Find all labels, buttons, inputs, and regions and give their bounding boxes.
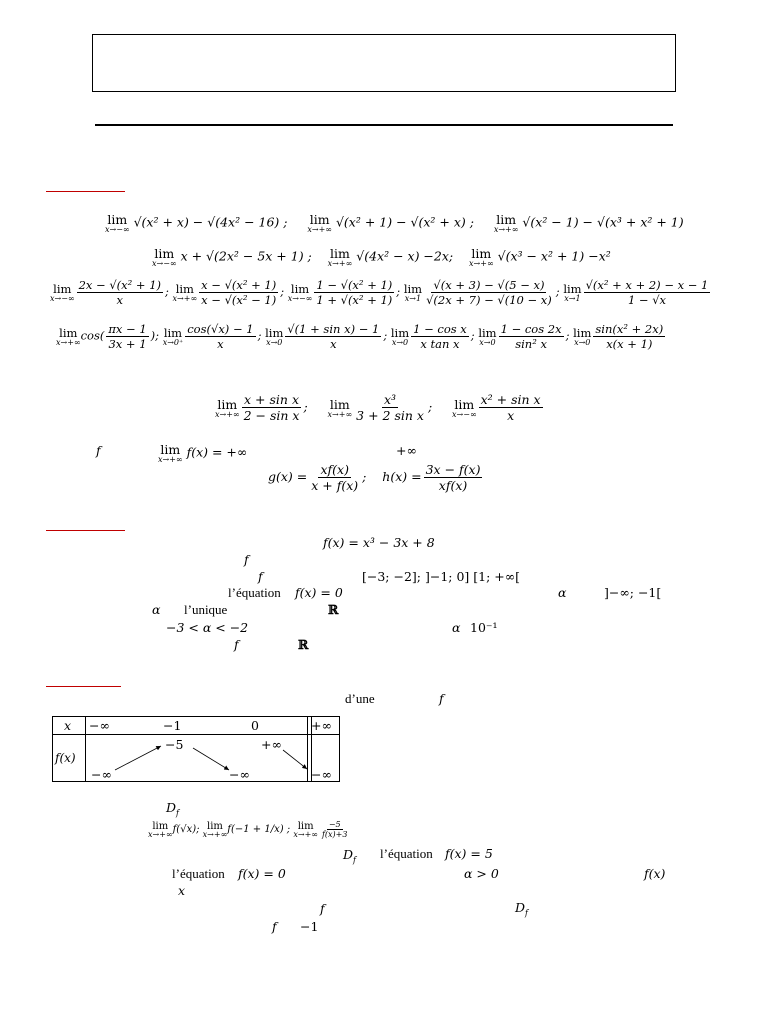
table-f-pos-inf: +∞ (261, 737, 282, 752)
exercise-1-heading-underline (46, 191, 125, 192)
limit-row-4: lim x→+∞ cos( $\frac{\pi x - 1}{3x + 1}$ ); lim x→0⁺ $\frac{\cos(√x) - 1}{x}$ ; lim x→0 $\frac{\text{√(1 + sin x) − 1}}{x}$ ; lim x→0 $\frac{\text{1 − cos x}}{\text{x tan x}}$ ; lim x→0 $\frac{1 - \cos 2x}{\text{sin² x}}$ ; lim x→0 $\frac{\text{sin(x² + 2x)}}{x(x + 1)}$ (56, 322, 664, 351)
ex3-q6-f: f (272, 919, 277, 934)
ex3-q3-domain: $D_f$ (343, 847, 356, 865)
table-x-minus-one: −1 (163, 718, 182, 733)
title-frame (92, 34, 676, 92)
ex3-q4-x: x (178, 883, 186, 898)
limit-row-2: lim x→−∞ x + √(2x² − 5x + 1) ; lim x→+∞ √(4x² − x) −2x; lim x→+∞ √(x³ − x² + 1) −x² (152, 246, 611, 268)
limit-row-5: lim x→+∞ $\frac{\text{x + sin x}}{\text{2 − sin x}}$ ; lim x→+∞ $\frac{\text{x³}}{\text{3 + 2 sin x}}$ ; lim x→−∞ $\frac{\text{x² + sin x}}{x}$ (215, 392, 541, 423)
table-x-label: x (64, 718, 72, 733)
exercise-3-heading-underline (46, 686, 121, 687)
f-definition: f(x) = x³ − 3x + 8 (323, 535, 435, 550)
ex2-alpha-bounds: −3 < α < −2 (166, 620, 249, 635)
limit-f-statement: lim x→+∞ f(x) = +∞ (158, 442, 248, 464)
table-x-pos-inf: +∞ (311, 718, 332, 733)
ex2-reals: ℝ (328, 602, 339, 617)
g-h-definitions: g(x) = $\frac{xf(x)}{x + f(x)}$ ; h(x) = $\frac{3x - f(x)}{xf(x)}$ (268, 462, 481, 493)
table-f-neg-inf-left: −∞ (91, 767, 112, 782)
header-rule (95, 124, 673, 126)
ex2-interval-neg: ]−∞; −1[ (604, 585, 662, 600)
table-x-zero: 0 (251, 718, 259, 733)
ex3-q4-equation: f(x) = 0 (238, 866, 286, 881)
limit-row-1: lim x→−∞ √(x² + x) − √(4x² − 16) ; lim x→+∞ √(x² + 1) − √(x² + x) ; lim x→+∞ √(x² − 1) − √(x³ + x² + 1) (105, 212, 684, 234)
exercise-2-heading-underline (46, 530, 125, 531)
table-x-neg-inf: −∞ (89, 718, 110, 733)
ex2-equation-text: l’équation (228, 585, 281, 600)
ex3-q4-equation-text: l’équation (172, 866, 225, 881)
ex2-q1-f: f (244, 552, 249, 567)
ex3-q6-minus-one: −1 (300, 919, 319, 934)
ex3-intro-text: d’une (345, 691, 375, 706)
ex3-q3-equation: f(x) = 5 (445, 846, 493, 861)
ex3-q4-alpha: α > 0 (464, 866, 499, 881)
ex3-q1-domain: $D_f$ (166, 800, 179, 818)
ex2-alpha-2: α (152, 602, 161, 617)
ex2-precision: 10⁻¹ (470, 620, 498, 635)
variation-table (52, 716, 340, 782)
ex2-q4-f: f (234, 637, 239, 652)
ex3-q3-equation-text: l’équation (380, 846, 433, 861)
table-f-neg-inf-mid: −∞ (229, 767, 250, 782)
table-fx-label: f(x) (55, 751, 76, 765)
ex3-q2-limits: lim x→+∞ f(√x); lim x→+∞ f(−1 + 1/x) ; lim x→+∞ $\frac{-5}{f(x)+3}$ (148, 820, 348, 839)
ex2-unique-text: l’unique (184, 602, 228, 617)
ex3-intro-f: f (439, 691, 444, 706)
ex3-q5-domain: $D_f$ (515, 900, 528, 918)
variation-arrows (53, 717, 339, 781)
function-f-label: f (96, 443, 101, 458)
table-f-max: −5 (165, 737, 184, 752)
table-f-neg-inf-right: −∞ (311, 767, 332, 782)
ex2-intervals: [−3; −2]; ]−1; 0] [1; +∞[ (362, 569, 521, 584)
ex2-alpha: α (558, 585, 567, 600)
ex2-q2-f: f (258, 569, 263, 584)
ex3-q4-fx: f(x) (644, 866, 666, 881)
ex2-alpha-3: α (452, 620, 461, 635)
limit-row-3: lim x→−∞ $\frac{\text{2x − √(x² + 1)}}{x}$ ; lim x→+∞ $\frac{\text{x − √(x² + 1)}}{\text{x − √(x² − 1)}}$ ; lim x→−∞ $\frac{\text{1 − √(x² + 1)}}{\text{1 + √(x² + 1)}}$ ; lim x→1 $\frac{√(x + 3) - √(5 - x)}{√(2x + 7) - √(10 - x)}$ ; lim x→1 $\frac{\text{√(x² + x + 2) − x − 1}}{1 - √x}$ (50, 278, 709, 307)
plus-infinity-label: +∞ (396, 443, 417, 458)
ex2-reals-2: ℝ (298, 637, 309, 652)
ex3-q5-f: f (320, 901, 325, 916)
ex2-equation: f(x) = 0 (295, 585, 343, 600)
